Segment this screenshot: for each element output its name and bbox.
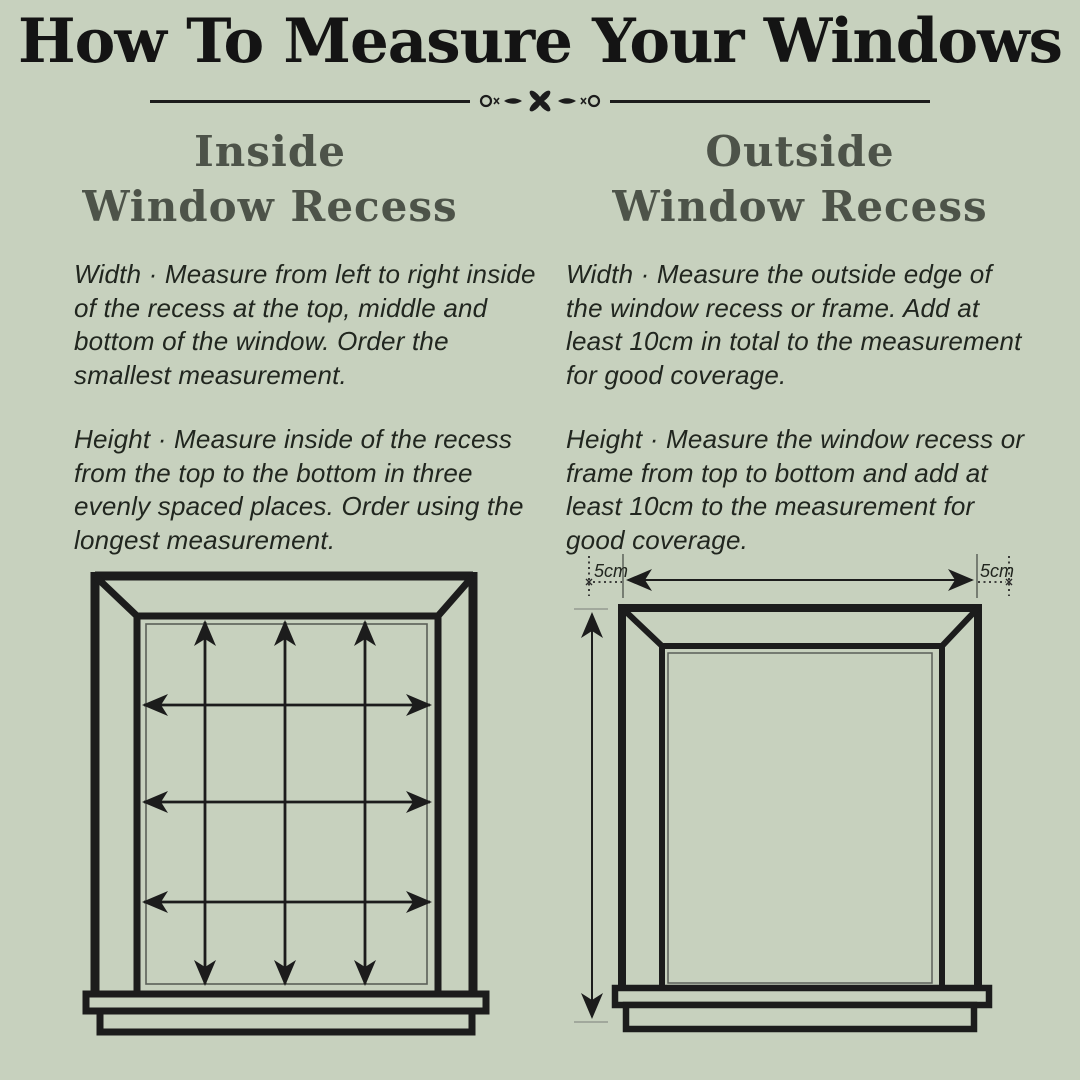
page-title: How To Measure Your Windows bbox=[18, 6, 1062, 77]
right-margin-label: 5cm bbox=[980, 561, 1015, 581]
divider-line-right bbox=[610, 100, 930, 103]
height-measure-arrow bbox=[574, 609, 608, 1022]
inside-window-diagram bbox=[60, 560, 500, 1060]
width-measure-arrows bbox=[144, 705, 430, 902]
window-sill bbox=[615, 988, 989, 1029]
inside-heading-line2: Window Recess bbox=[82, 182, 458, 232]
divider-ornament-icon bbox=[474, 90, 606, 112]
inside-recess-heading bbox=[40, 124, 500, 235]
margin-guides bbox=[586, 554, 1015, 598]
left-margin-label: 5cm bbox=[594, 561, 629, 581]
window-frame bbox=[622, 604, 978, 990]
outside-width-instructions: Width · Measure the outside edge of the window recess or frame. Add at least 10cm in total to the measurement for good coverage. bbox=[566, 259, 1022, 390]
outside-window-diagram bbox=[560, 552, 1080, 1062]
divider-line-left bbox=[150, 100, 470, 103]
window-sill bbox=[86, 994, 486, 1032]
inside-heading-line1: Inside bbox=[194, 127, 346, 176]
outside-height-instructions: Height · Measure the window recess or frame from top to bottom and add at least 10cm to the measurement for good coverage. bbox=[566, 424, 1025, 555]
ornamental-divider bbox=[150, 90, 930, 112]
outside-heading-line2: Window Recess bbox=[612, 182, 988, 232]
outside-recess-heading bbox=[560, 124, 1040, 235]
inside-width-instructions: Width · Measure from left to right inside of the recess at the top, middle and bottom of the window. Order the smallest measurement. bbox=[74, 259, 536, 390]
outside-heading-line1: Outside bbox=[705, 127, 895, 176]
inside-height-instructions: Height · Measure inside of the recess from the top to the bottom in three evenly spaced places. Order using the longest measurement. bbox=[74, 424, 524, 555]
